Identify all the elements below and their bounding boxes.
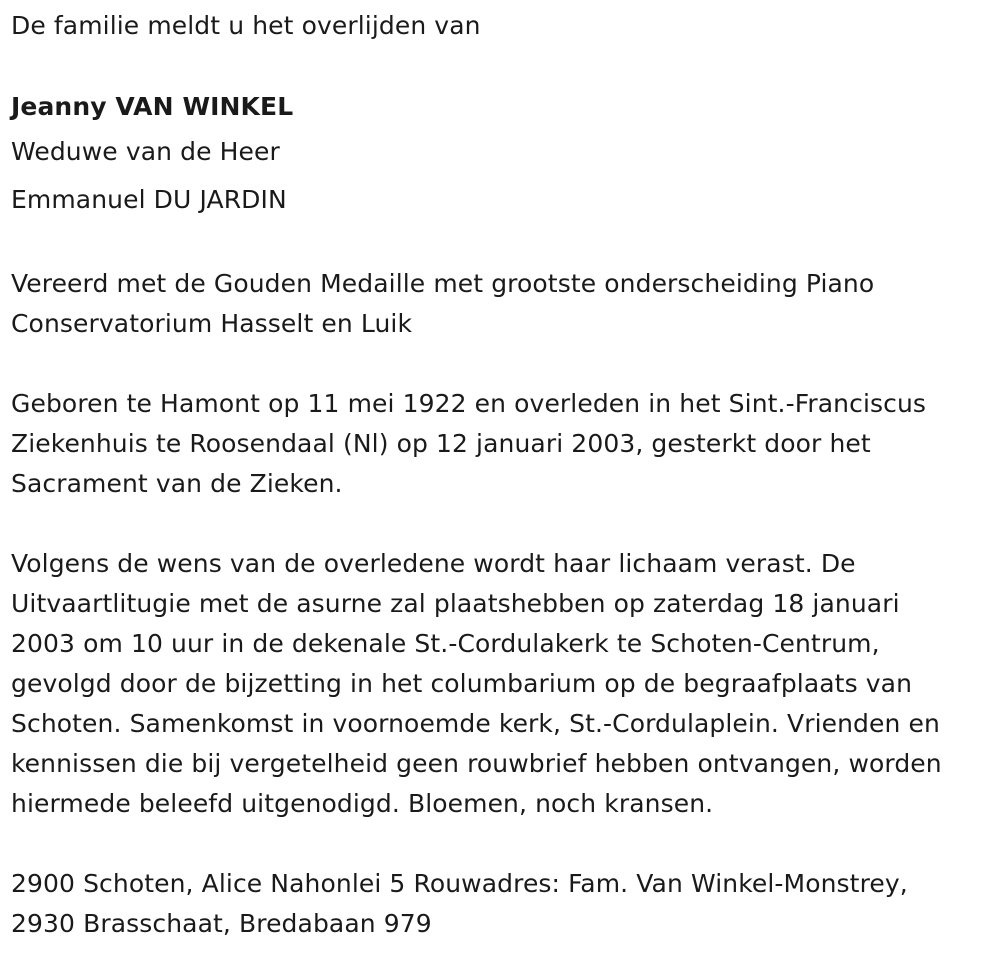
funeral-line-2: Uitvaartlitugie met de asurne zal plaatshebben op zaterdag 18 januari [11, 589, 900, 618]
birth-line-2: Ziekenhuis te Roosendaal (Nl) op 12 januari 2003, gesterkt door het [11, 429, 871, 458]
obituary-notice [11, 6, 993, 944]
spacer [11, 824, 993, 864]
spouse-line-1: Weduwe van de Heer [11, 137, 280, 166]
spacer [11, 224, 993, 264]
address-line-2: 2930 Brasschaat, Bredabaan 979 [11, 909, 432, 938]
funeral-line-3: 2003 om 10 uur in de dekenale St.-Cordulakerk te Schoten-Centrum, [11, 629, 880, 658]
funeral-line-1: Volgens de wens van de overledene wordt haar lichaam verast. De [11, 549, 856, 578]
address-line-1: 2900 Schoten, Alice Nahonlei 5 Rouwadres: Fam. Van Winkel-Monstrey, [11, 869, 908, 898]
funeral-line-6: kennissen die bij vergetelheid geen rouwbrief hebben ontvangen, worden [11, 749, 942, 778]
funeral-line-7: hiermede beleefd uitgenodigd. Bloemen, noch kransen. [11, 789, 714, 818]
spacer [11, 504, 993, 544]
spacer [11, 46, 993, 86]
funeral-line-5: Schoten. Samenkomst in voornoemde kerk, St.-Cordulaplein. Vrienden en [11, 709, 940, 738]
intro-text: De familie meldt u het overlijden van [11, 11, 481, 40]
spacer [11, 344, 993, 384]
funeral-line-4: gevolgd door de bijzetting in het columbarium op de begraafplaats van [11, 669, 913, 698]
honor-line-2: Conservatorium Hasselt en Luik [11, 309, 413, 338]
deceased-name: Jeanny VAN WINKEL [11, 92, 294, 121]
birth-line-1: Geboren te Hamont op 11 mei 1922 en overleden in het Sint.-Franciscus [11, 389, 927, 418]
honor-line-1: Vereerd met de Gouden Medaille met grootste onderscheiding Piano [11, 269, 875, 298]
spouse-line-2: Emmanuel DU JARDIN [11, 185, 287, 214]
birth-line-3: Sacrament van de Zieken. [11, 469, 343, 498]
